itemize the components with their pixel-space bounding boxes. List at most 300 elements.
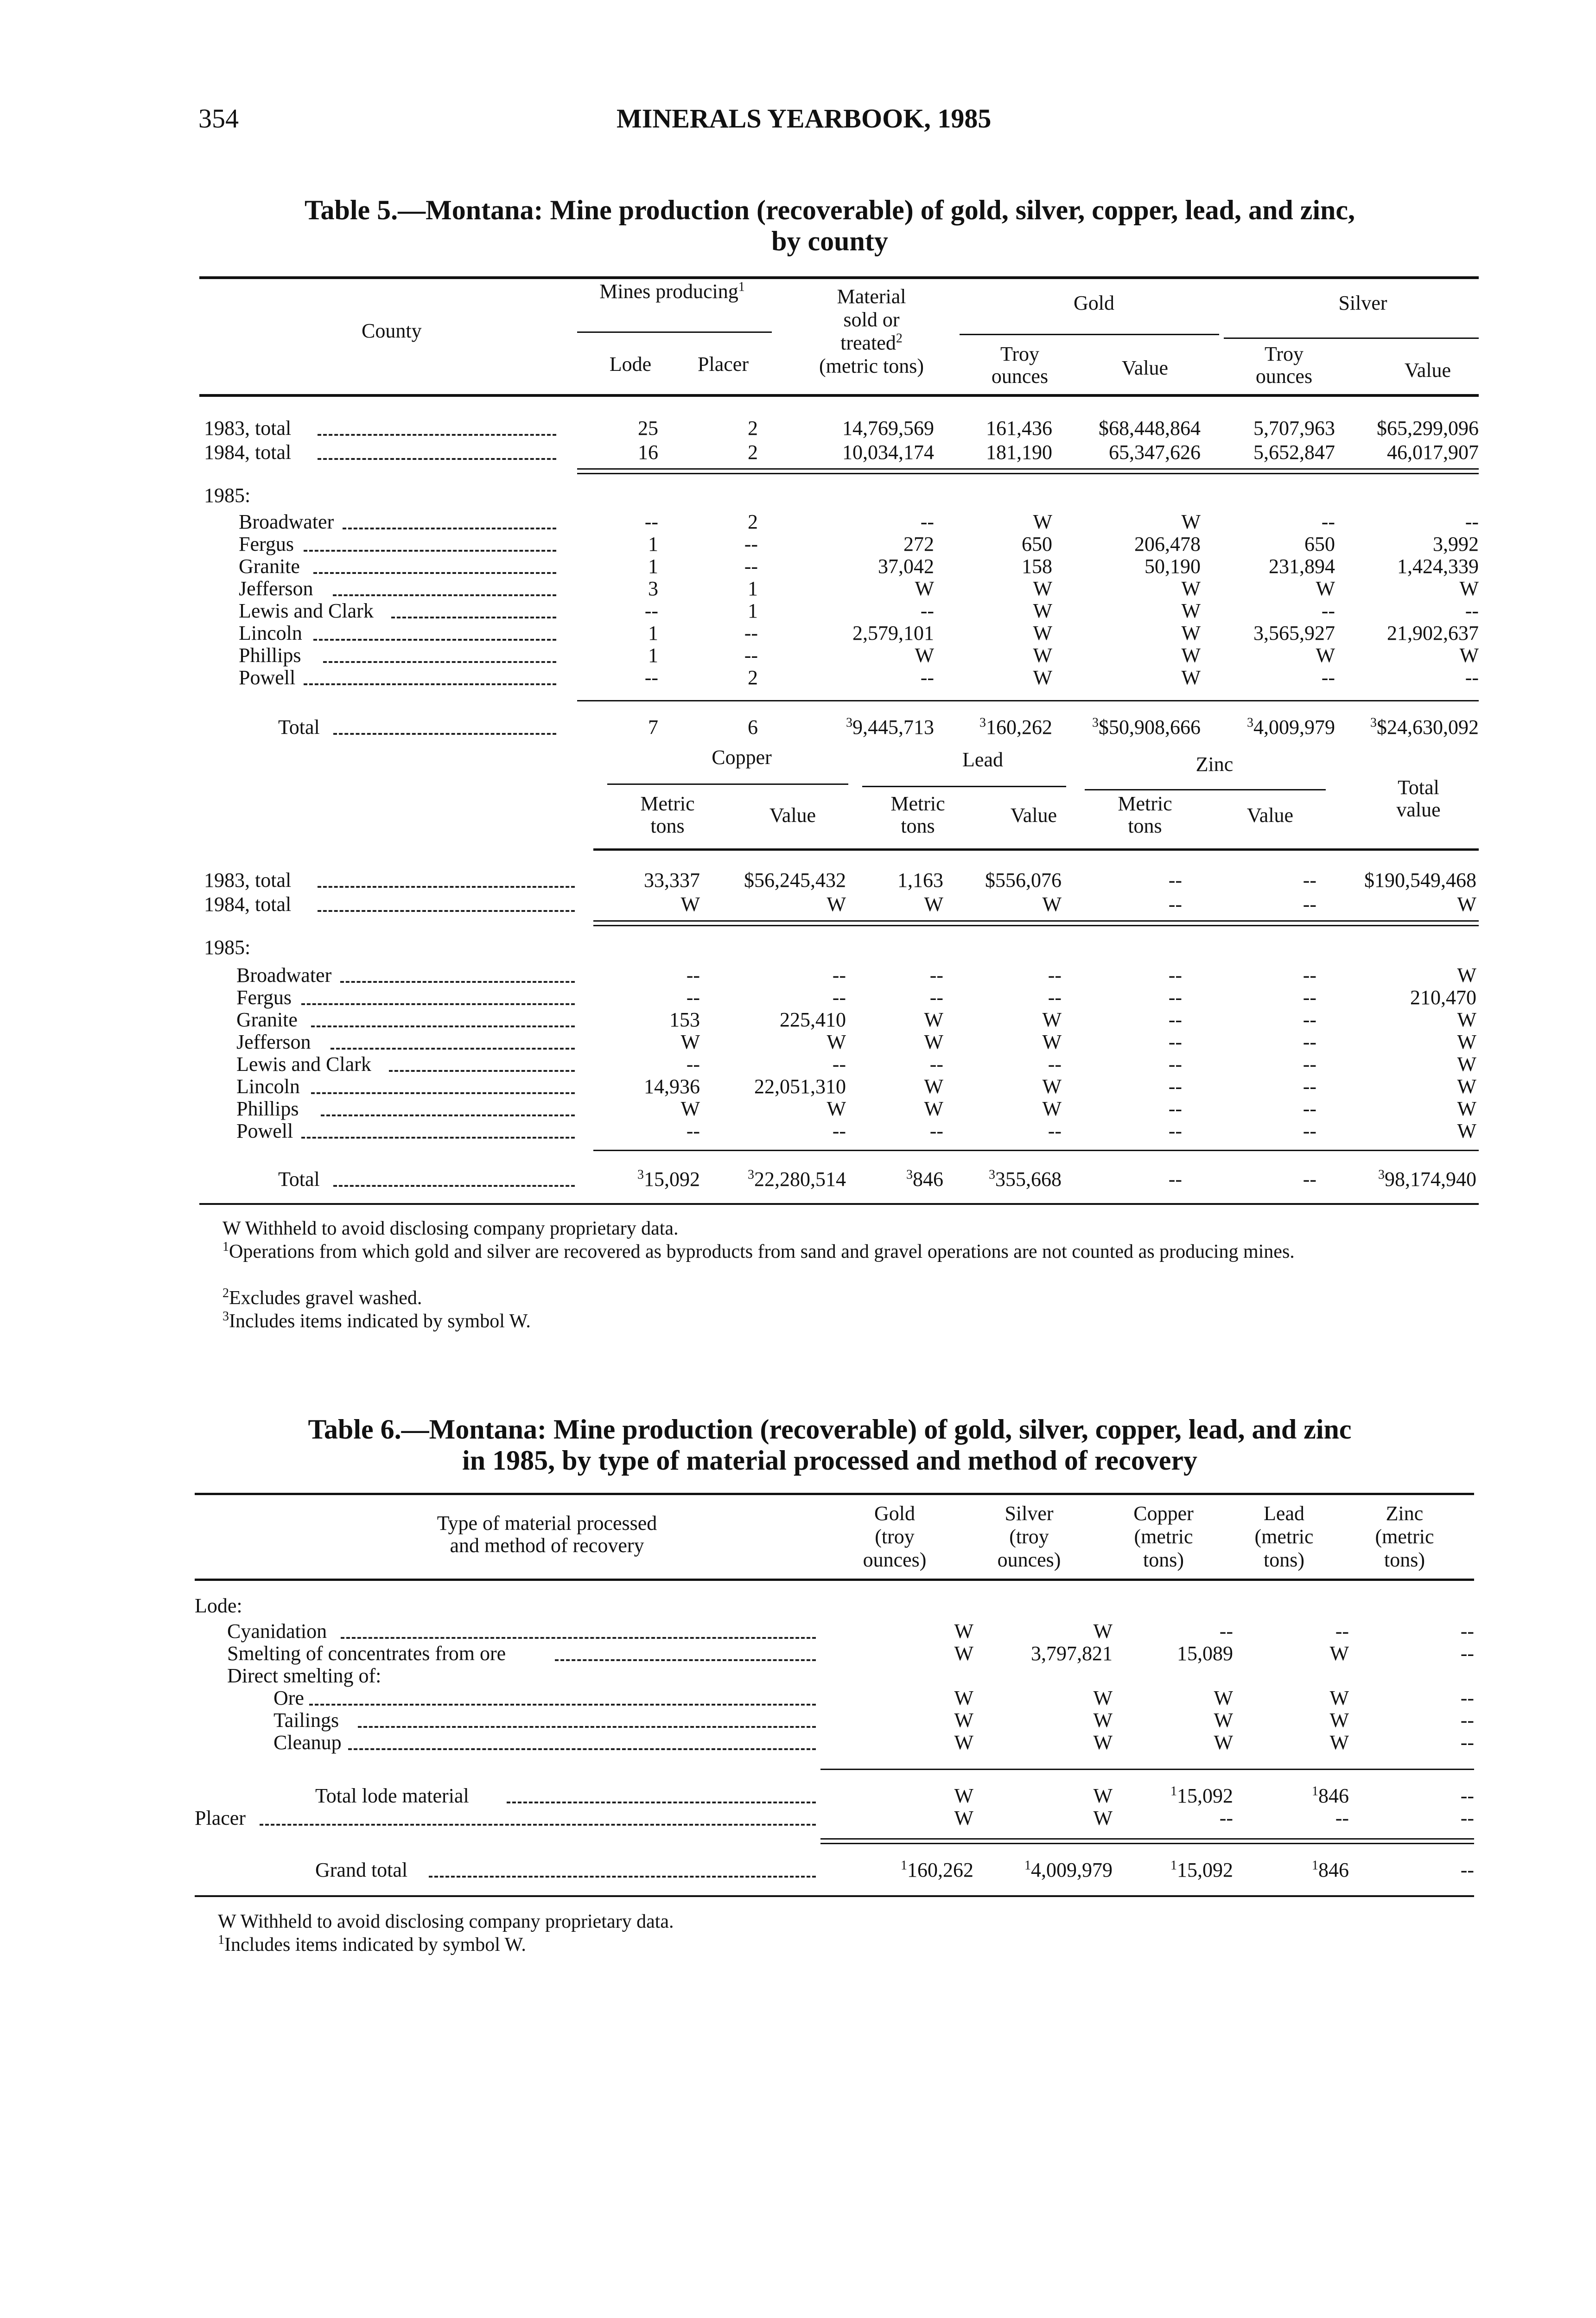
- cell-lode: 3: [648, 577, 658, 600]
- total-value-line2: value: [1396, 798, 1441, 821]
- cell-gold_val: W: [1181, 666, 1201, 689]
- cell-copper: W: [1214, 1709, 1233, 1732]
- cell-copper: --: [1219, 1807, 1233, 1829]
- rule: [195, 1493, 1474, 1495]
- row-label: 1984, total: [204, 441, 292, 464]
- cell-cu_t: --: [686, 1053, 700, 1076]
- footnote-ref: 3: [846, 715, 852, 730]
- cell-zn_val: --: [1303, 1031, 1316, 1053]
- cell-cu_t: 33,337: [644, 869, 700, 892]
- footnote-ref: 3: [1247, 715, 1253, 730]
- col-zn-metric: [1089, 793, 1201, 837]
- col-lead: Lead: [962, 748, 1003, 771]
- cell-zn_val: --: [1303, 893, 1316, 916]
- cell-silver: W: [1093, 1687, 1113, 1709]
- col-copper: Copper: [712, 746, 772, 769]
- cell-gold-oz: $^3$160,262: [979, 715, 1052, 739]
- cell-lead: $^1$846: [1312, 1784, 1349, 1807]
- type-line2: and method of recovery: [450, 1534, 644, 1557]
- cell-silver: W: [1093, 1709, 1113, 1732]
- leader-dots: [260, 1824, 816, 1826]
- cell-cu_val: 22,051,310: [754, 1075, 846, 1098]
- row-label: Phillips: [236, 1097, 299, 1120]
- rule: [960, 334, 1219, 335]
- mines-producing-label: Mines producing: [599, 280, 738, 303]
- cell-silver_oz: 650: [1304, 533, 1335, 555]
- footnote-ref: 1: [1170, 1784, 1177, 1799]
- cell-gold: W: [954, 1642, 973, 1665]
- table5-title-line1: Table 5.—Montana: Mine production (recoverable) of gold, silver, copper, lead, and zinc,: [304, 195, 1355, 225]
- cell-material: 2,579,101: [852, 622, 934, 644]
- table5-title-line2: by county: [771, 226, 888, 257]
- cell-total: 210,470: [1410, 986, 1476, 1009]
- cell-zn_t: --: [1168, 986, 1182, 1009]
- running-title: MINERALS YEARBOOK, 1985: [617, 103, 992, 134]
- cell-pb-val: $^3$355,668: [989, 1167, 1062, 1191]
- cell-zn_t: --: [1168, 1075, 1182, 1098]
- col-zn-value: Value: [1246, 804, 1294, 827]
- cell-lead: W: [1329, 1709, 1349, 1732]
- row-label: 1983, total: [204, 417, 292, 439]
- cell-cu_val: --: [832, 1053, 846, 1076]
- rule: [593, 925, 1479, 926]
- cell-copper: 15,089: [1177, 1642, 1233, 1665]
- cell-zn_t: --: [1168, 893, 1182, 916]
- cell-gold-val: $^3$\$50,908,666: [1092, 715, 1201, 739]
- cell-silver_val: 21,902,637: [1387, 622, 1479, 644]
- footnote-ref: 1: [1312, 1784, 1318, 1799]
- troy-line1: Troy: [1000, 343, 1039, 365]
- cell-copper: W: [1214, 1731, 1233, 1754]
- cell-material: 14,769,569: [842, 417, 934, 439]
- footnote-w: W Withheld to avoid disclosing company proprietary data.: [223, 1218, 679, 1239]
- col-silver: Silver: [1338, 292, 1387, 314]
- cell-zn_val: --: [1303, 1053, 1316, 1076]
- footnote-ref: 1: [738, 280, 745, 294]
- cell-copper: $^1$15,092: [1170, 1858, 1233, 1881]
- cell-lode: 1: [648, 533, 658, 555]
- cell-placer: 1: [748, 577, 758, 600]
- cell-silver_oz: --: [1321, 599, 1335, 622]
- cell-zn_val: --: [1303, 964, 1316, 987]
- leader-dots: [348, 1748, 816, 1750]
- col-copper: [1099, 1502, 1228, 1572]
- cell-cu_val: --: [832, 964, 846, 987]
- cell-placer: 2: [748, 666, 758, 689]
- row-label: Broadwater: [236, 964, 332, 987]
- col-cu-metric: [612, 793, 723, 837]
- cell-silver_oz: 5,652,847: [1253, 441, 1335, 464]
- cell-cu_t: 153: [669, 1008, 700, 1031]
- cell-zn_t: --: [1168, 869, 1182, 892]
- lead-head-line: tons): [1264, 1548, 1304, 1571]
- cell-total: W: [1457, 1008, 1476, 1031]
- cell-pb_t: --: [929, 986, 943, 1009]
- cell-gold: W: [954, 1807, 973, 1829]
- cell-zn_val: --: [1303, 1075, 1316, 1098]
- cell-gold_val: W: [1181, 599, 1201, 622]
- cell-lode: --: [644, 599, 658, 622]
- cell-silver_oz: W: [1316, 644, 1335, 667]
- type-line1: Type of material processed: [437, 1512, 657, 1535]
- col-lode: Lode: [609, 353, 652, 376]
- footnote-1: $^1$Includes items indicated by symbol W.: [218, 1933, 526, 1955]
- cell-gold_oz: W: [1033, 644, 1052, 667]
- cell-pb_t: --: [929, 964, 943, 987]
- cell-gold: $^1$160,262: [901, 1858, 973, 1881]
- metric-line2: tons: [1128, 815, 1162, 837]
- lead-head-line: Lead: [1264, 1502, 1304, 1525]
- cell-pb_t: W: [924, 1097, 943, 1120]
- cell-gold_oz: 158: [1022, 555, 1052, 578]
- cell-pb_val: --: [1048, 1053, 1062, 1076]
- cell-silver: 3,797,821: [1031, 1642, 1113, 1665]
- metric-line1: Metric: [640, 792, 695, 815]
- cell-zn_val: --: [1303, 1097, 1316, 1120]
- cell-pb_val: --: [1048, 964, 1062, 987]
- year-label: 1985:: [204, 936, 251, 959]
- cell-total: W: [1457, 1053, 1476, 1076]
- footnote-ref: 3: [223, 1309, 229, 1324]
- leader-dots: [507, 1802, 816, 1803]
- cell-silver: W: [1093, 1620, 1113, 1643]
- cell-material: --: [920, 666, 934, 689]
- cell-total: W: [1457, 1097, 1476, 1120]
- col-gold: [830, 1502, 960, 1572]
- row-label: Lewis and Clark: [239, 599, 374, 622]
- row-label: Lincoln: [239, 622, 302, 644]
- col-gold-troy: [969, 343, 1071, 388]
- copper-head-line: tons): [1143, 1548, 1184, 1571]
- material-line1: Material: [837, 285, 906, 308]
- cell-silver: W: [1093, 1807, 1113, 1829]
- cell-zn_val: --: [1303, 1008, 1316, 1031]
- cell-placer: --: [744, 555, 758, 578]
- cell-gold_oz: 161,436: [986, 417, 1052, 439]
- footnote-1: $^1$Operations from which gold and silver are recovered as byproducts from sand and gravel operations are not counted as producing mines.: [223, 1240, 1295, 1262]
- cell-pb_val: --: [1048, 1120, 1062, 1142]
- rule: [862, 786, 1066, 787]
- cell-silver_oz: 231,894: [1269, 555, 1335, 578]
- table5-title: [176, 195, 1483, 257]
- material-line2: sold or: [843, 308, 900, 331]
- col-zinc: Zinc: [1195, 753, 1234, 776]
- cell-lode: 7: [648, 716, 658, 739]
- cell-gold_val: 50,190: [1145, 555, 1201, 578]
- rule: [820, 1769, 1474, 1770]
- row-label: Jefferson: [239, 577, 313, 600]
- cell-cu_val: $56,245,432: [744, 869, 846, 892]
- cell-gold_oz: 181,190: [986, 441, 1052, 464]
- total-label: Total: [278, 716, 320, 739]
- rule: [577, 700, 1479, 701]
- cell-lode: --: [644, 510, 658, 533]
- table6-title: [176, 1414, 1483, 1476]
- row-label: Smelting of concentrates from ore: [227, 1642, 506, 1665]
- rule: [199, 394, 1479, 397]
- cell-cu_t: 14,936: [644, 1075, 700, 1098]
- cell-gold: W: [954, 1784, 973, 1807]
- cell-silver-oz: $^3$4,009,979: [1247, 715, 1335, 739]
- metric-line2: tons: [650, 815, 685, 837]
- total-value-line1: Total: [1398, 776, 1439, 799]
- cell-silver_val: W: [1459, 644, 1479, 667]
- cell-zn_t: --: [1168, 1053, 1182, 1076]
- cell-cu_val: --: [832, 1120, 846, 1142]
- footnote-ref: 1: [1024, 1858, 1031, 1873]
- cell-zn_val: --: [1303, 1120, 1316, 1142]
- gold-head-line: (troy: [875, 1525, 915, 1548]
- cell-lead: W: [1329, 1687, 1349, 1709]
- copper-head-line: (metric: [1134, 1525, 1193, 1548]
- page-number: 354: [198, 103, 239, 134]
- cell-silver_val: $65,299,096: [1377, 417, 1479, 439]
- rule: [593, 920, 1479, 922]
- cell-placer: 2: [748, 510, 758, 533]
- row-label: Fergus: [239, 533, 294, 555]
- cell-silver-val: $^3$\$24,630,092: [1370, 715, 1479, 739]
- rule: [199, 276, 1479, 279]
- copper-head-line: Copper: [1133, 1502, 1194, 1525]
- rule: [195, 1579, 1474, 1581]
- cell-cu_val: W: [827, 1097, 846, 1120]
- zinc-head-line: (metric: [1375, 1525, 1434, 1548]
- cell-placer: --: [744, 533, 758, 555]
- row-label: Cleanup: [273, 1731, 342, 1754]
- col-cu-value: Value: [769, 804, 816, 827]
- footnote-ref: 3: [637, 1167, 644, 1182]
- cell-total: W: [1457, 1075, 1476, 1098]
- footnote-ref: 3: [989, 1167, 995, 1182]
- cell-pb_t: --: [929, 1120, 943, 1142]
- troy-line2: ounces: [1255, 365, 1313, 388]
- cell-material: 10,034,174: [842, 441, 934, 464]
- cell-total: $190,549,468: [1364, 869, 1476, 892]
- cell-pb_t: W: [924, 1031, 943, 1053]
- cell-pb_t: W: [924, 893, 943, 916]
- cell-gold: W: [954, 1687, 973, 1709]
- table6-title-line1: Table 6.—Montana: Mine production (recoverable) of gold, silver, copper, lead, and zinc: [308, 1414, 1352, 1445]
- rule: [1224, 338, 1479, 339]
- cell-cu_val: --: [832, 986, 846, 1009]
- cell-material: W: [915, 577, 934, 600]
- cell-zn_t: --: [1168, 1097, 1182, 1120]
- cell-gold_oz: W: [1033, 622, 1052, 644]
- cell-zn_t: --: [1168, 964, 1182, 987]
- cell-total: W: [1457, 1120, 1476, 1142]
- col-pb-metric: [862, 793, 973, 837]
- col-type: [362, 1512, 732, 1557]
- cell-silver_val: 3,992: [1433, 533, 1479, 555]
- year-label: 1985:: [204, 484, 251, 507]
- footnote-ref: 3: [1092, 715, 1099, 730]
- cell-pb_val: W: [1042, 1097, 1062, 1120]
- footnote-2: $^2$Excludes gravel washed.: [223, 1286, 422, 1309]
- cell-cu_t: --: [686, 986, 700, 1009]
- cell-zn_t: --: [1168, 1008, 1182, 1031]
- cell-lead: --: [1335, 1620, 1349, 1643]
- footnote-ref: 1: [223, 1240, 229, 1254]
- cell-gold_val: 206,478: [1134, 533, 1201, 555]
- row-label: Ore: [273, 1687, 304, 1709]
- cell-silver: $^1$4,009,979: [1024, 1858, 1113, 1881]
- gold-head-line: Gold: [874, 1502, 915, 1525]
- cell-cu_val: W: [827, 1031, 846, 1053]
- rule: [607, 783, 848, 785]
- col-total-value: [1358, 777, 1479, 821]
- col-mines-producing: [579, 280, 765, 303]
- footnote-ref: 2: [223, 1286, 229, 1300]
- cell-gold: W: [954, 1620, 973, 1643]
- cell-placer: 2: [748, 417, 758, 439]
- row-label: Phillips: [239, 644, 301, 667]
- rule: [593, 1150, 1479, 1151]
- grand-total-label: Grand total: [315, 1859, 408, 1881]
- cell-gold_oz: W: [1033, 599, 1052, 622]
- cell-pb_t: 1,163: [897, 869, 943, 892]
- cell-pb_t: W: [924, 1075, 943, 1098]
- cell-pb_val: W: [1042, 1075, 1062, 1098]
- cell-copper: --: [1219, 1620, 1233, 1643]
- row-label: Fergus: [236, 986, 292, 1009]
- silver-head-line: Silver: [1005, 1502, 1054, 1525]
- footnote-ref: 1: [1312, 1858, 1318, 1873]
- cell-cu_val: 225,410: [780, 1008, 846, 1031]
- cell-gold_val: W: [1181, 510, 1201, 533]
- rule: [195, 1895, 1474, 1897]
- material-line3-wrap: [788, 331, 955, 355]
- metric-line1: Metric: [1118, 792, 1172, 815]
- cell-zn_val: --: [1303, 986, 1316, 1009]
- footnote-ref: 1: [901, 1858, 907, 1873]
- cell-zinc: --: [1460, 1709, 1474, 1732]
- leader-dots: [309, 1704, 816, 1706]
- cell-total: W: [1457, 893, 1476, 916]
- rule: [593, 848, 1479, 851]
- row-label: Broadwater: [239, 510, 334, 533]
- footnote-w: W Withheld to avoid disclosing company proprietary data.: [218, 1911, 674, 1932]
- rule: [820, 1838, 1474, 1840]
- col-zinc: [1340, 1502, 1469, 1572]
- cell-cu_t: W: [680, 1097, 700, 1120]
- cell-gold_val: $68,448,864: [1099, 417, 1201, 439]
- cell-silver_oz: W: [1316, 577, 1335, 600]
- cell-lead: W: [1329, 1642, 1349, 1665]
- total-lode-label: Total lode material: [315, 1784, 469, 1807]
- cell-material: 37,042: [878, 555, 934, 578]
- col-gold-value: Value: [1121, 357, 1169, 379]
- cell-zinc: --: [1460, 1807, 1474, 1829]
- cell-gold_oz: W: [1033, 510, 1052, 533]
- row-label: Lincoln: [236, 1075, 300, 1098]
- cell-silver_oz: --: [1321, 510, 1335, 533]
- cell-silver: W: [1093, 1731, 1113, 1754]
- cell-zinc: --: [1460, 1859, 1474, 1881]
- cell-lode: 25: [638, 417, 658, 439]
- cell-pb_val: W: [1042, 1031, 1062, 1053]
- rule: [577, 331, 772, 333]
- cell-silver_oz: 5,707,963: [1253, 417, 1335, 439]
- footnote-ref: 3: [979, 715, 986, 730]
- cell-zinc: --: [1460, 1731, 1474, 1754]
- cell-silver_oz: 3,565,927: [1253, 622, 1335, 644]
- cell-material: --: [920, 510, 934, 533]
- col-silver-value: Value: [1404, 359, 1451, 382]
- cell-pb_val: W: [1042, 1008, 1062, 1031]
- cell-lead: --: [1335, 1807, 1349, 1829]
- footnote-ref: 1: [1170, 1858, 1177, 1873]
- zinc-head-line: tons): [1384, 1548, 1425, 1571]
- material-line4: (metric tons): [819, 355, 924, 377]
- silver-head-line: ounces): [997, 1548, 1061, 1571]
- cell-gold_oz: W: [1033, 577, 1052, 600]
- row-label: Cyanidation: [227, 1620, 327, 1643]
- col-material: [788, 285, 955, 378]
- direct-smelting-label: Direct smelting of:: [227, 1664, 382, 1687]
- cell-lode: 1: [648, 644, 658, 667]
- cell-pb_val: --: [1048, 986, 1062, 1009]
- footnote-ref: 3: [1370, 715, 1377, 730]
- cell-gold_val: W: [1181, 622, 1201, 644]
- rule: [577, 468, 1479, 470]
- troy-line2: ounces: [991, 365, 1049, 388]
- footnote-ref: 3: [906, 1167, 913, 1182]
- footnote-ref: 2: [896, 331, 903, 346]
- cell-gold: W: [954, 1731, 973, 1754]
- row-label: Powell: [239, 666, 296, 689]
- zinc-head-line: Zinc: [1386, 1502, 1424, 1525]
- cell-cu_val: W: [827, 893, 846, 916]
- rule: [820, 1843, 1474, 1844]
- cell-zn-t: --: [1168, 1168, 1182, 1191]
- leader-dots: [555, 1659, 816, 1661]
- cell-gold_oz: W: [1033, 666, 1052, 689]
- cell-zinc: --: [1460, 1620, 1474, 1643]
- gold-head-line: ounces): [863, 1548, 927, 1571]
- cell-zn_t: --: [1168, 1120, 1182, 1142]
- footnote-ref: 1: [218, 1933, 224, 1947]
- cell-placer: --: [744, 622, 758, 644]
- cell-gold_val: 65,347,626: [1109, 441, 1201, 464]
- cell-zn_val: --: [1303, 869, 1316, 892]
- cell-lode: --: [644, 666, 658, 689]
- cell-gold_oz: 650: [1022, 533, 1052, 555]
- cell-copper: W: [1214, 1687, 1233, 1709]
- col-silver-troy: [1233, 343, 1335, 388]
- total-label: Total: [278, 1168, 320, 1191]
- cell-lode: 16: [638, 441, 658, 464]
- cell-silver_val: W: [1459, 577, 1479, 600]
- cell-material: 272: [903, 533, 934, 555]
- rule: [1085, 789, 1326, 790]
- cell-material: --: [920, 599, 934, 622]
- cell-pb_val: $556,076: [985, 869, 1062, 892]
- col-silver: [964, 1502, 1094, 1572]
- rule: [577, 473, 1479, 474]
- cell-silver_val: --: [1465, 510, 1479, 533]
- row-label: Powell: [236, 1120, 293, 1142]
- cell-material: $^3$9,445,713: [846, 715, 934, 739]
- leader-dots: [358, 1726, 816, 1728]
- row-label: Granite: [236, 1008, 298, 1031]
- cell-total: $^3$98,174,940: [1378, 1167, 1476, 1191]
- footnote-3: $^3$Includes items indicated by symbol W.: [223, 1309, 531, 1332]
- row-label: 1984, total: [204, 893, 292, 916]
- cell-placer: --: [744, 644, 758, 667]
- col-county: County: [362, 319, 422, 342]
- cell-pb_t: W: [924, 1008, 943, 1031]
- cell-cu_t: --: [686, 964, 700, 987]
